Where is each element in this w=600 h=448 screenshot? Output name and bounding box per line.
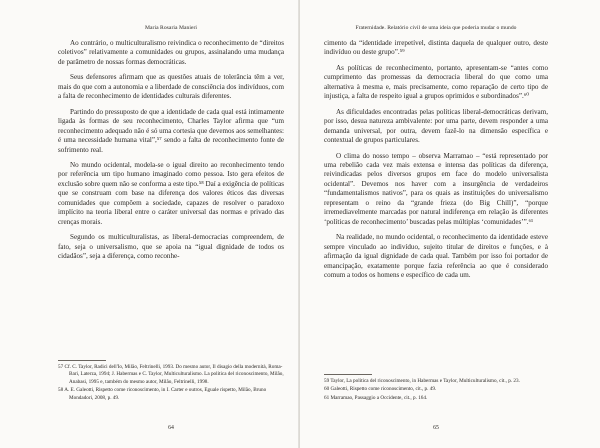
footnote-61: 61 Marramao, Passaggio a Occidente, cit., p. 164. bbox=[324, 394, 428, 401]
footnote-58: 58 A. E. Galeotti, Rispetto come riconoscimento, in I. Carter e outros, Eguale rispetto, Milão, Bruno Mondadori, 2008, p. 49. bbox=[58, 387, 267, 401]
right-page bbox=[300, 0, 600, 448]
left-body-text bbox=[58, 39, 284, 262]
paragraph: cimento da “identidade irrepetível, distinta daquela de qualquer outro, deste indivíduo ou deste grupo”.⁵⁹ bbox=[324, 39, 548, 57]
page-number: 64 bbox=[168, 425, 174, 431]
paragraph: Partindo do pressuposto de que a identidade de cada qual está intimamente ligada às formas de seu reconhecimento, Charles Taylor afirma que “um reconhecimento adequado não é só uma cortesia que devemos aos semelhantes: é uma necessidade humana vital”,⁵⁷ sendo a falta de reconhecimento fonte de sofrimento real. bbox=[58, 107, 284, 154]
paragraph: As políticas de reconhecimento, portanto, apresentam-se “antes como cumprimento das promessas da democracia liberal do que como uma alternativa à mesma e, mais precisamente, como reparação de certo tipo de injustiça, a falta de respeito igual a grupos oprimidos e subordinados”.⁶⁰ bbox=[324, 63, 548, 101]
paragraph: No mundo ocidental, modela-se o igual direito ao reconhecimento tendo por referência um tipo humano imaginado como pessoa. Isto gera efeitos de exclusão sobre quem não se conforma a este tipo.⁵⁸ Daí a exigência de políticas que se construam com base na diferença dos valores éticos das diversas comunidades que compõem a sociedade, capazes de resolver o paradoxo implícito na teoria liberal entre o caráter universal das normas e privado das crenças morais. bbox=[58, 160, 284, 226]
paragraph: Seus defensores afirmam que as questões atuais de tolerância têm a ver, mais do que com a autonomia e a liberdade de consciência dos indivíduos, com a falta de reconhecimento de identidades culturais diferentes. bbox=[58, 73, 284, 101]
paragraph: Na realidade, no mundo ocidental, o reconhecimento da identidade esteve sempre vinculado ao indivíduo, sujeito titular de direitos e funções, e à afirmação da igual dignidade de cada qual. Também por isso foi portador de emancipação, exatamente porque fazia referência ao que é considerado comum a todos os homens e específico de cada um. bbox=[324, 233, 548, 279]
right-body-text bbox=[324, 39, 548, 280]
running-head-title: Fraternidade. Relatório civil de uma ideia que poderia mudar o mundo bbox=[355, 25, 517, 31]
paragraph: As dificuldades encontradas pelas políticas liberal-democráticas derivam, por isso, desua natureza ambivalente: por uma parte, devem responder a uma demanda universal, por outra, devem fazê-lo na dimensão específica e contextual de grupos particulares. bbox=[324, 107, 548, 145]
paragraph: Ao contrário, o multiculturalismo reivindica o reconhecimento de “direitos coletivos” relativamente a comunidades ou grupos, assinalando uma mudança de parâmetro de nossas formas democráticas. bbox=[58, 39, 284, 66]
footnote-59: 59 Taylor, La politica del riconoscimento, in Habermas e Taylor, Multiculturalismo, cit., p. 23. bbox=[324, 377, 520, 384]
page-number: 65 bbox=[433, 425, 439, 431]
footnotes bbox=[58, 360, 284, 403]
paragraph: Segundo os multiculturalistas, as liberal-democracias compreendem, de fato, seja o universalismo, que se apoia na “igual dignidade de todos os cidadãos”, seja a diferença, como reconhe- bbox=[58, 233, 284, 261]
paragraph: O clima do nosso tempo – observa Marramao – “está representado por uma rebelião cada vez mais extensa e intensa das políticas da diferença, reivindicadas pelos diversos grupos em face do modelo universalista ocidental”. Devemos nos haver com a insurgência de verdadeiros “fundamentalismos nativos”, para os quais as instituições do universalismo representam o reino da “grande frieza (do Big Chill)”, “porque irremediavelmente marcadas por natural indiferença em relação às diferentes ‘políticas de reconhecimento’ buscadas pelas múltiplas ‘comunidades’”.⁶¹ bbox=[324, 151, 548, 226]
footnote-rule bbox=[58, 360, 106, 361]
footnote-57: 57 Cf. C. Taylor, Radici dell'Io, Milão, Feltrinelli, 1993. Do mesmo autor, Il disagio della modernità, Roma-Bari, Laterza, 1994; J. Habermas e C. Taylor, Multiculturalismo. La politica del riconoscimento, Milão, Anabasi, 1995 e, também do mesmo autor, Milão, Feltrinelli, 1998. bbox=[58, 363, 284, 385]
footnote-60: 60 Galeotti, Rispetto come riconoscimento, cit., p. 49. bbox=[324, 386, 437, 393]
running-head-author: Maria Rosaria Manieri bbox=[145, 25, 197, 31]
footnote-rule bbox=[324, 374, 372, 375]
footnotes bbox=[324, 374, 548, 403]
